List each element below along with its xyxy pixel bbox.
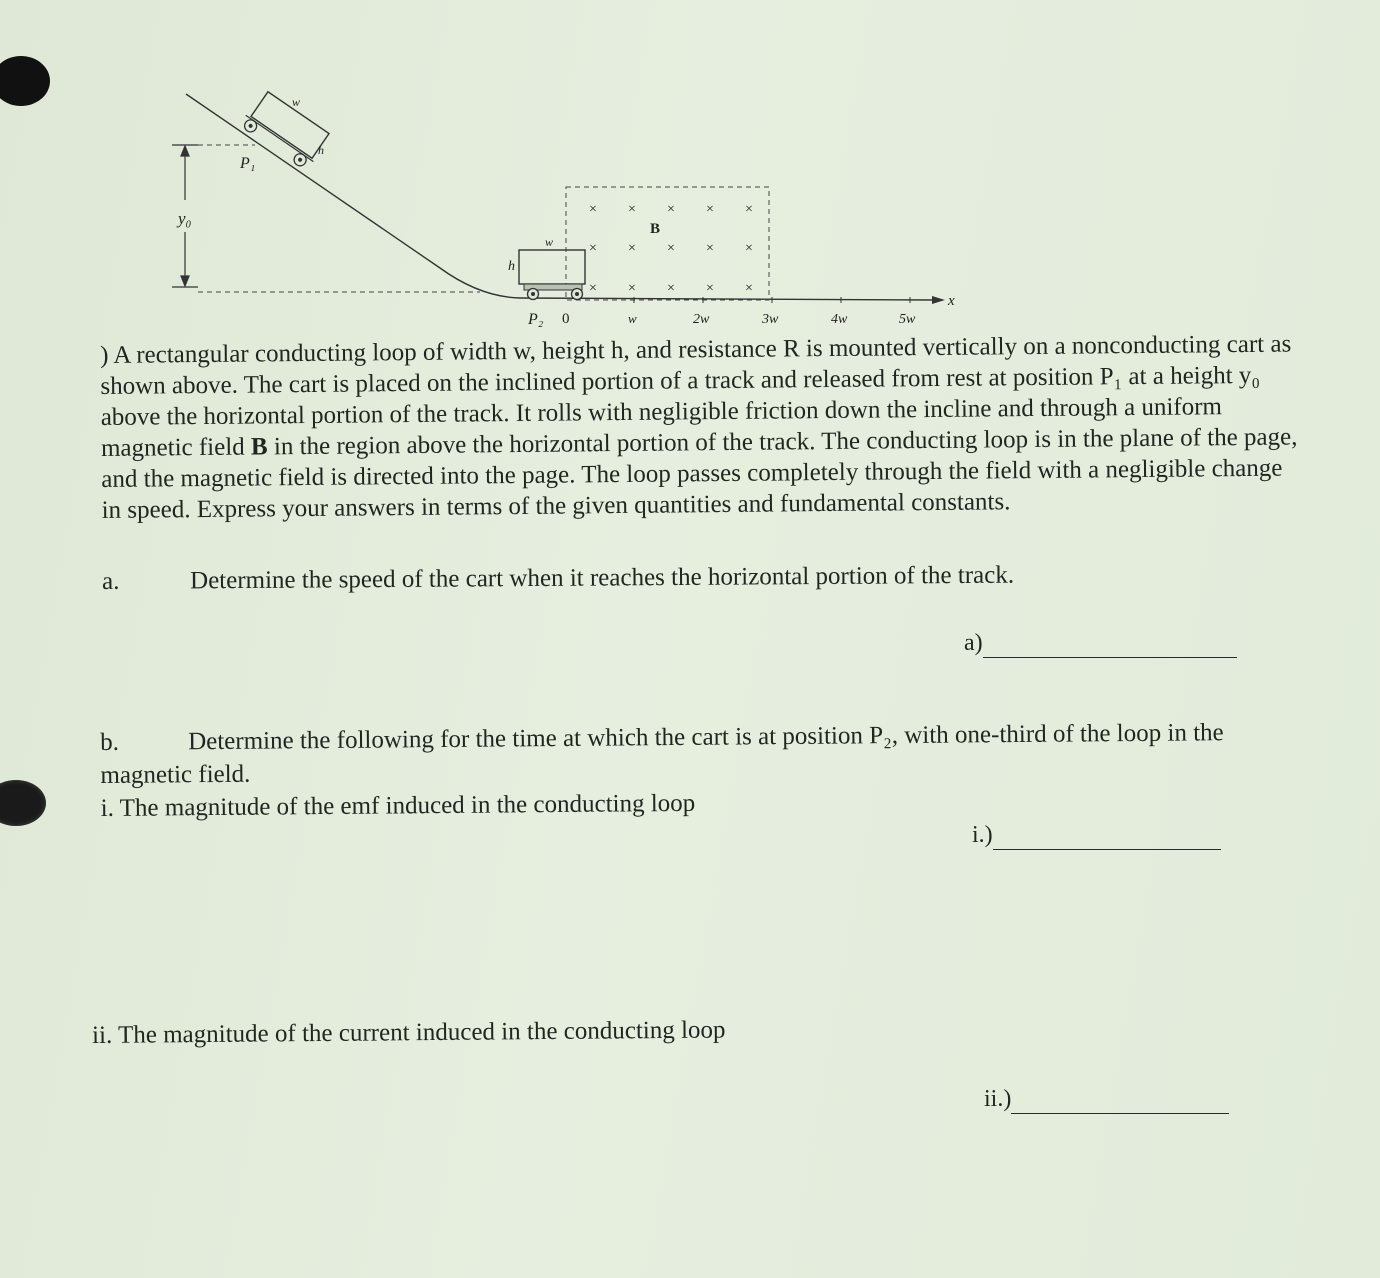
y0-label: y₀ xyxy=(178,209,192,228)
x-axis-arrow xyxy=(932,296,945,304)
svg-text:×: × xyxy=(706,241,714,256)
field-symbol: B xyxy=(250,433,268,461)
svg-text:×: × xyxy=(706,281,714,296)
svg-text:×: × xyxy=(745,281,753,296)
part-a xyxy=(102,562,1014,596)
answer-a-label: a) xyxy=(964,630,983,656)
tick-label-5w: 5w xyxy=(899,312,916,327)
svg-text:×: × xyxy=(628,241,636,256)
part-a-question: Determine the speed of the cart when it reaches the horizontal portion of the track. xyxy=(189,561,1015,595)
part-b-ii xyxy=(92,1016,726,1050)
track-diagram xyxy=(0,0,1380,340)
cart-at-p2 xyxy=(519,250,585,300)
svg-text:×: × xyxy=(628,281,636,296)
answer-ii-blank[interactable] xyxy=(1011,1086,1229,1114)
part-b-label: b. xyxy=(100,728,120,756)
svg-text:×: × xyxy=(667,202,675,217)
svg-text:×: × xyxy=(667,241,675,256)
svg-text:×: × xyxy=(589,281,597,296)
tick-label-3w: 3w xyxy=(762,312,779,327)
answer-a xyxy=(964,630,1237,658)
cart-width-label-tilted: w xyxy=(292,95,301,109)
field-marks xyxy=(589,202,753,296)
cart-width-label: w xyxy=(545,235,554,249)
answer-i-label: i.) xyxy=(972,822,993,848)
answer-a-blank[interactable] xyxy=(983,630,1237,658)
tick-label-2w: 2w xyxy=(693,312,710,327)
problem-statement xyxy=(100,328,1302,526)
p1-label: P₁ xyxy=(240,155,256,172)
svg-text:×: × xyxy=(589,202,597,217)
part-b-ii-question: ii. The magnitude of the current induced in the conducting loop xyxy=(92,1016,726,1049)
part-b xyxy=(100,715,1321,825)
part-a-label: a. xyxy=(102,567,120,595)
svg-text:×: × xyxy=(706,202,714,217)
incline-track xyxy=(186,94,935,300)
field-label-B: B xyxy=(650,221,661,237)
answer-i-blank[interactable] xyxy=(993,822,1221,850)
svg-text:×: × xyxy=(745,241,753,256)
cart-height-label: h xyxy=(508,259,515,274)
answer-i xyxy=(972,822,1221,850)
intro-text: ) A rectangular conducting loop of width w, height h, and resistance R is mounted vertically on a nonconducting cart as shown above. The cart is placed on the inclined portion of a track and released from rest at position P₁ at a height y₀ above the horizontal portion of the track. It rolls with negligible friction down the incline and through a uniform magnetic field xyxy=(100,330,1292,462)
x-axis-label: x xyxy=(948,293,955,309)
tick-label-4w: 4w xyxy=(831,312,848,327)
svg-text:×: × xyxy=(745,202,753,217)
answer-ii-label: ii.) xyxy=(984,1086,1012,1112)
answer-ii xyxy=(984,1086,1229,1114)
part-b-i-question: i. The magnitude of the emf induced in the conducting loop xyxy=(100,789,696,822)
svg-text:×: × xyxy=(667,281,675,296)
svg-text:×: × xyxy=(628,202,636,217)
svg-text:×: × xyxy=(589,241,597,256)
origin-label: 0 xyxy=(562,311,570,327)
binder-hole-middle xyxy=(0,780,46,826)
p2-label: P₂ xyxy=(528,311,544,328)
cart-height-label-tilted: h xyxy=(318,143,324,157)
tick-label-w: w xyxy=(628,311,637,326)
part-b-question: Determine the following for the time at which the cart is at position P₂, with one-third of the loop in the magnetic field. xyxy=(100,719,1224,789)
intro-text-end: in the region above the horizontal portion of the track. The conducting loop is in the plane of the page, and the magnetic field is directed into the page. The loop passes completely through the field with a negligible change in speed. Express your answers in terms of the given quantities and fundamental constants. xyxy=(101,423,1298,524)
